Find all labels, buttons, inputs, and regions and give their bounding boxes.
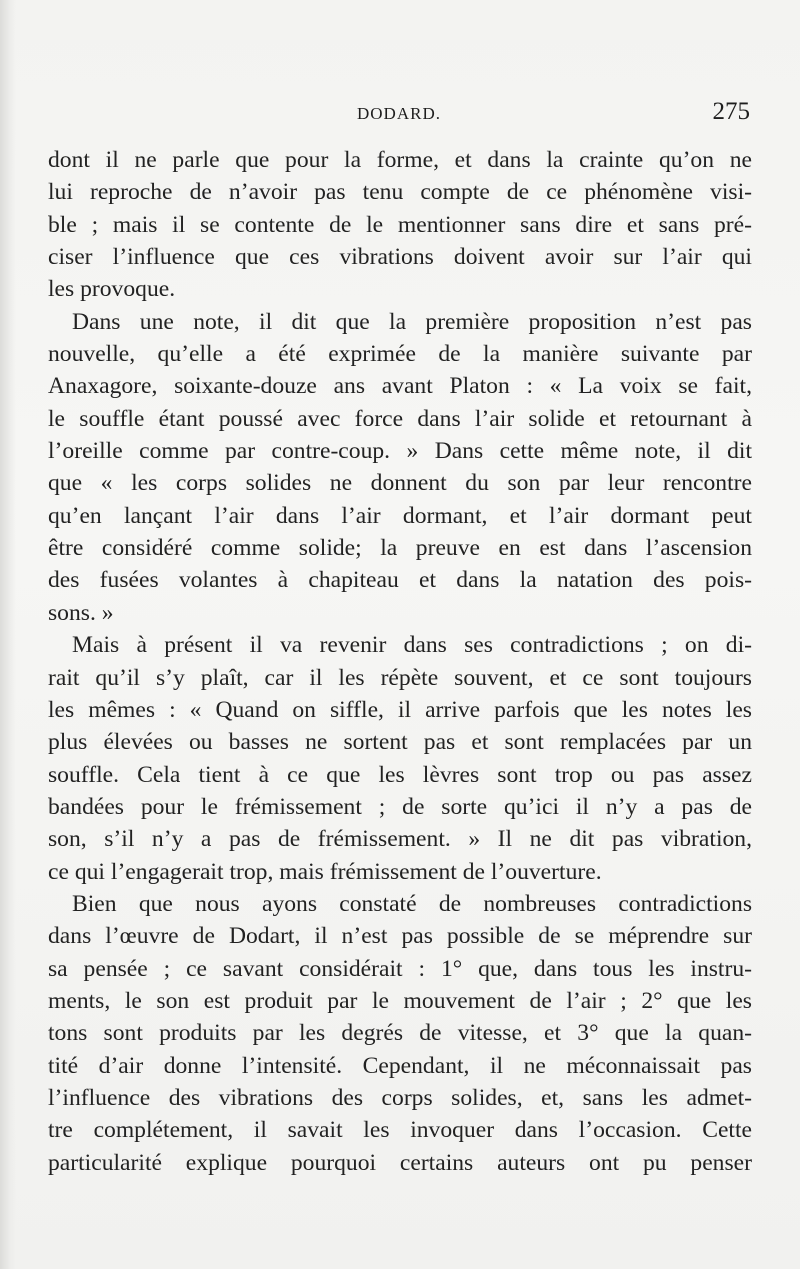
text-line: nouvelle, qu’elle a été exprimée de la manière suivante par bbox=[48, 341, 752, 368]
text-line: les provoque. bbox=[48, 276, 176, 303]
text-line: sa pensée ; ce savant considérait : 1° que, dans tous les instru- bbox=[48, 955, 752, 982]
text-line: souffle. Cela tient à ce que les lèvres sont trop ou pas assez bbox=[48, 761, 752, 788]
text-line: rait qu’il s’y plaît, car il les répète souvent, et ce sont toujours bbox=[48, 664, 752, 691]
text-line: plus élevées ou basses ne sortent pas et sont remplacées par un bbox=[48, 729, 752, 756]
text-line: que « les corps solides ne donnent du son par leur rencontre bbox=[48, 470, 752, 497]
text-line: ments, le son est produit par le mouvement de l’air ; 2° que les bbox=[48, 987, 752, 1014]
text-line: Anaxagore, soixante-douze ans avant Platon : « La voix se fait, bbox=[48, 373, 752, 400]
text-line: ce qui l’engagerait trop, mais frémissement de l’ouverture. bbox=[48, 858, 602, 885]
text-line: son, s’il n’y a pas de frémissement. » Il ne dit pas vibration, bbox=[48, 826, 752, 853]
text-line: les mêmes : « Quand on siffle, il arrive parfois que les notes les bbox=[48, 696, 752, 723]
text-line: dans l’œuvre de Dodart, il n’est pas possible de se méprendre sur bbox=[48, 923, 752, 950]
text-line: être considéré comme solide; la preuve en est dans l’ascension bbox=[48, 535, 752, 562]
text-line: qu’en lançant l’air dans l’air dormant, et l’air dormant peut bbox=[48, 502, 752, 529]
text-line: particularité explique pourquoi certains auteurs ont pu penser bbox=[48, 1149, 752, 1176]
text-line: Bien que nous ayons constaté de nombreuses contradictions bbox=[72, 890, 752, 917]
text-line: tons sont produits par les degrés de vitesse, et 3° que la quan- bbox=[48, 1020, 752, 1047]
body-text bbox=[48, 144, 752, 1179]
text-line: sons. » bbox=[48, 599, 114, 626]
text-line: des fusées volantes à chapiteau et dans la natation des pois- bbox=[48, 567, 752, 594]
text-line: bandées pour le frémissement ; de sorte qu’ici il n’y a pas de bbox=[48, 793, 752, 820]
running-head: DODARD. bbox=[357, 104, 441, 123]
text-line: tre complétement, il savait les invoquer dans l’occasion. Cette bbox=[48, 1117, 752, 1144]
text-line: ble ; mais il se contente de le mentionner sans dire et sans pré- bbox=[48, 211, 752, 238]
page-number: 275 bbox=[712, 98, 750, 125]
text-line: l’oreille comme par contre-coup. » Dans cette même note, il dit bbox=[48, 438, 752, 465]
text-line: tité d’air donne l’intensité. Cependant, il ne méconnaissait pas bbox=[48, 1052, 752, 1079]
text-line: le souffle étant poussé avec force dans l’air solide et retournant à bbox=[48, 405, 752, 432]
text-line: Dans une note, il dit que la première proposition n’est pas bbox=[72, 308, 752, 335]
text-line: dont il ne parle que pour la forme, et dans la crainte qu’on ne bbox=[48, 147, 752, 173]
text-line: lui reproche de n’avoir pas tenu compte de ce phénomène visi- bbox=[48, 179, 752, 206]
text-line: Mais à présent il va revenir dans ses contradictions ; on di- bbox=[72, 632, 752, 659]
text-line: l’influence des vibrations des corps solides, et, sans les admet- bbox=[48, 1084, 752, 1111]
page-edge-shadow bbox=[0, 0, 16, 1269]
page-header bbox=[48, 92, 750, 132]
text-line: ciser l’influence que ces vibrations doivent avoir sur l’air qui bbox=[48, 244, 752, 271]
